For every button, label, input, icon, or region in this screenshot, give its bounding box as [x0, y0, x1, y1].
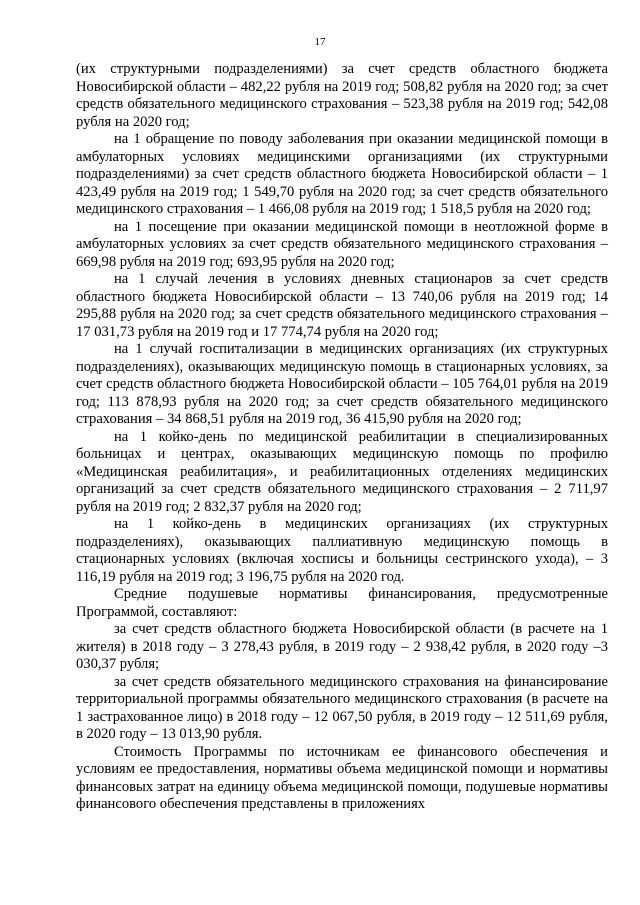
paragraph: (их структурными подразделениями) за счет средств областного бюджета Новосибирской области – 482,22 рубля на 2019 год; 508,82 рубля на 2020 год; за счет средств обязательного медицинского страхования – 523,38 рубля на 2019 год; 542,08 рубля на 2020 год; [76, 61, 608, 130]
paragraph: Стоимость Программы по источникам ее финансового обеспечения и условиям ее предоставления, нормативы объема медицинской помощи и нормативы финансовых затрат на единицу объема медицинской помощи, подушевые нормативы финансового обеспечения представлены в приложениях [76, 743, 608, 812]
paragraph: на 1 обращение по поводу заболевания при оказании медицинской помощи в амбулаторных условиях медицинскими организациями (их структурными подразделениями) за счет средств областного бюджета Новосибирской области – 1 423,49 рубля на 2019 год; 1 549,70 рубля на 2020 год; за счет средств обязательного медицинского страхования – 1 466,08 рубля на 2019 год; 1 518,5 рубля на 2020 год; [76, 131, 608, 217]
page-number: 17 [314, 36, 326, 48]
paragraph: на 1 койко-день в медицинских организациях (их структурных подразделениях), оказывающих паллиативную медицинскую помощь в стационарных условиях (включая хосписы и больницы сестринского ухода), – 3 116,19 рубля на 2019 год; 3 196,75 рубля на 2020 год. [76, 516, 608, 585]
paragraph: на 1 посещение при оказании медицинской помощи в неотложной форме в амбулаторных условиях за счет средств обязательного медицинского страхования – 669,98 рубля на 2019 год; 693,95 рубля на 2020 год; [76, 218, 608, 270]
paragraph: на 1 случай лечения в условиях дневных стационаров за счет средств областного бюджета Новосибирской области – 13 740,06 рубля на 2019 год; 14 295,88 рубля на 2020 год; за счет средств обязательного медицинского страхования – 17 031,73 рубля на 2019 год и 17 774,74 рубля на 2020 год; [76, 271, 608, 340]
paragraph: Средние подушевые нормативы финансирования, предусмотренные Программой, составляют: [76, 586, 608, 620]
paragraph: за счет средств обязательного медицинского страхования на финансирование территориальной программы обязательного медицинского страхования (в расчете на 1 застрахованное лицо) в 2018 году – 12 067,50 рубля, в 2019 году – 12 511,69 рубля, в 2020 году – 13 013,90 рубля. [76, 673, 608, 742]
paragraph: на 1 случай госпитализации в медицинских организациях (их структурных подразделениях), оказывающих медицинскую помощь в стационарных условиях, за счет средств областного бюджета Новосибирской области – 105 764,01 рубля на 2019 год; 113 878,93 рубля на 2020 год; за счет средств обязательного медицинского страхования – 34 868,51 рубля на 2019 год, 36 415,90 рубля на 2020 год; [76, 341, 608, 427]
paragraph: за счет средств областного бюджета Новосибирской области (в расчете на 1 жителя) в 2018 году – 3 278,43 рубля, в 2019 году – 2 938,42 рубля, в 2020 году –3 030,37 рубля; [76, 621, 608, 672]
body-text [76, 61, 608, 814]
paragraph: на 1 койко-день по медицинской реабилитации в специализированных больницах и центрах, оказывающих медицинскую помощь по профилю «Медицинская реабилитация», и реабилитационных отделениях медицинских организаций за счет средств обязательного медицинского страхования – 2 711,97 рубля на 2019 год; 2 832,37 рубля на 2020 год; [76, 428, 608, 515]
